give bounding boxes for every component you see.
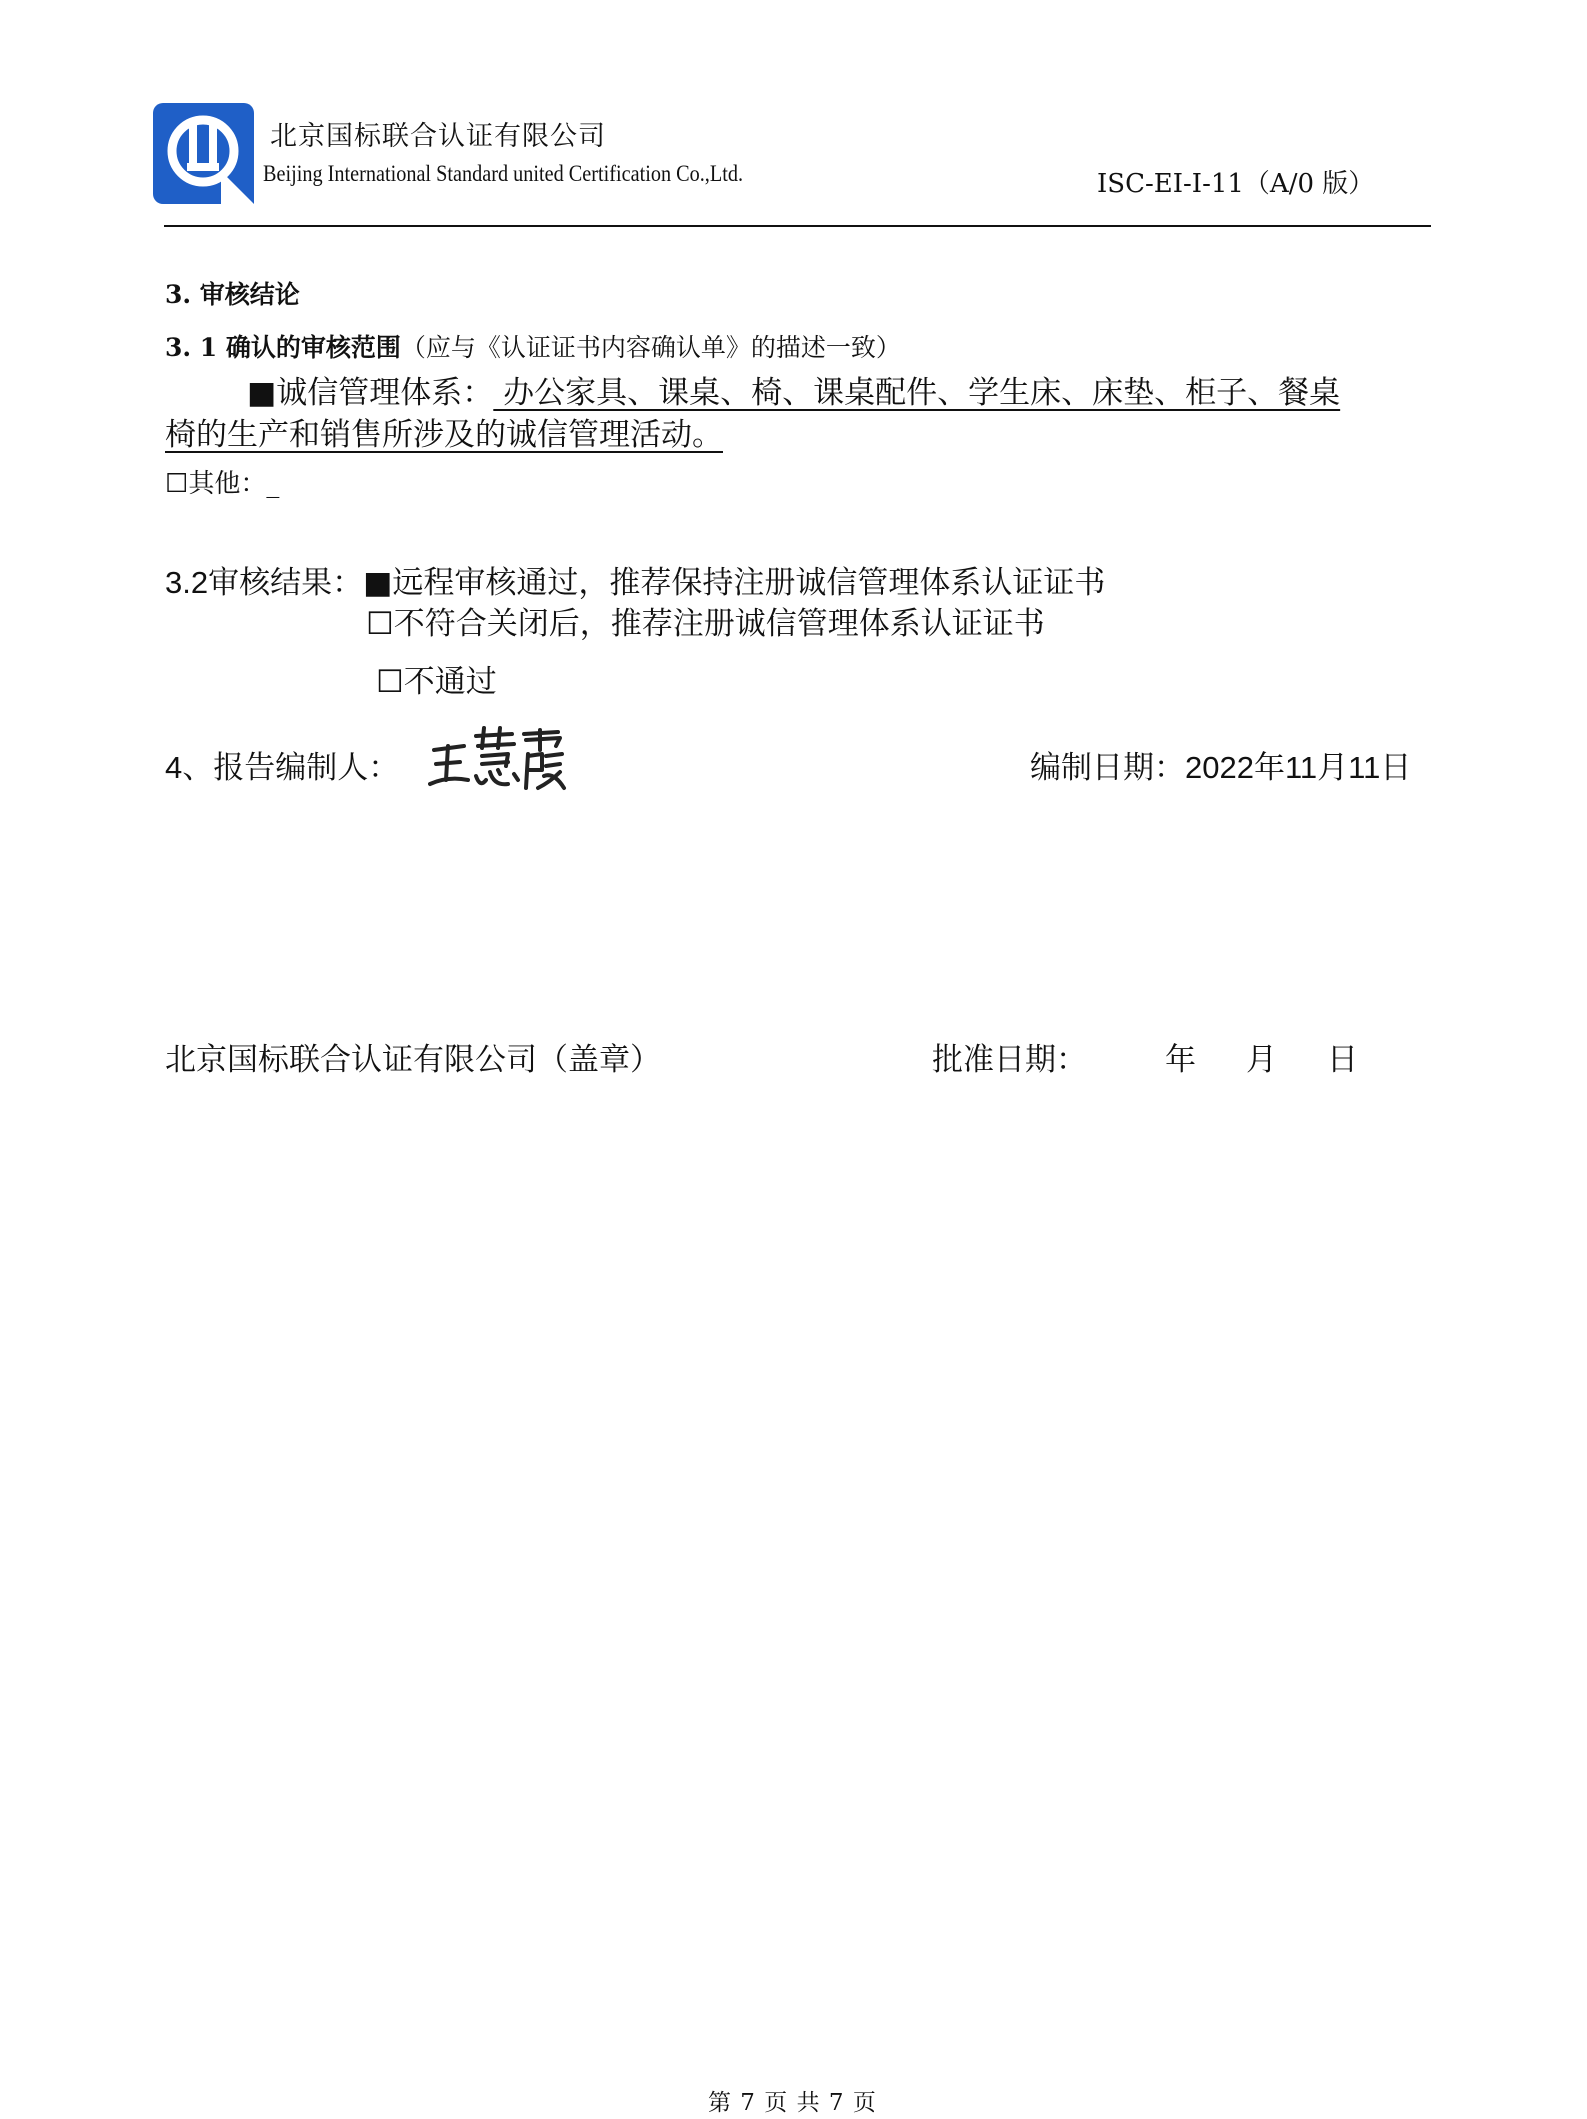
section-3-1-note: （应与《认证证书内容确认单》的描述一致） — [400, 333, 901, 362]
preparation-date — [1030, 742, 1411, 787]
section-4-number: 4 — [165, 750, 183, 785]
preparation-date-year: 2022 — [1185, 750, 1254, 785]
preparation-date-month-unit: 月 — [1317, 750, 1349, 786]
scope-line-2 — [165, 409, 723, 454]
handwritten-signature — [428, 726, 568, 792]
scope-line-1 — [247, 367, 1340, 412]
other-option — [165, 463, 279, 500]
scope-checkbox-checked: ■ — [247, 375, 277, 411]
section-3-1-heading — [165, 328, 901, 364]
result-option-1-checkbox-checked: ■ — [363, 565, 393, 601]
company-name-cn: 北京国标联合认证有限公司 — [270, 121, 606, 152]
scope-text-2: 椅的生产和销售所涉及的诚信管理活动。 — [165, 417, 723, 453]
company-logo — [151, 101, 256, 206]
preparation-date-day-unit: 日 — [1380, 750, 1412, 786]
audit-result-line-1 — [165, 557, 1105, 602]
report-preparer-line — [165, 742, 399, 787]
result-option-1: 远程审核通过，推荐保持注册诚信管理体系认证证书 — [392, 565, 1106, 601]
section-3-title: 3. 审核结论 — [165, 280, 300, 309]
company-name-en: Beijing International Standard united Certification Co.,Ltd. — [263, 161, 744, 186]
audit-result-line-3 — [376, 656, 497, 701]
header-divider — [164, 225, 1431, 227]
result-label: 审核结果： — [208, 565, 364, 601]
preparation-date-day: 11 — [1348, 750, 1381, 785]
approval-month: 月 — [1246, 1042, 1277, 1078]
result-option-2: 不符合关闭后，推荐注册诚信管理体系认证证书 — [393, 606, 1045, 642]
section-3-1-title: 3. 1 确认的审核范围 — [165, 333, 401, 362]
document-number: ISC-EI-I-11（A/0 版） — [1097, 169, 1375, 199]
other-checkbox: ☐ — [165, 469, 189, 499]
report-preparer-label: 、报告编制人： — [182, 750, 400, 786]
approval-year: 年 — [1165, 1042, 1196, 1078]
company-stamp-line: 北京国标联合认证有限公司（盖章） — [165, 1042, 661, 1078]
preparation-date-label: 编制日期： — [1030, 750, 1185, 786]
preparation-date-month: 11 — [1284, 750, 1318, 785]
result-section-number: 3.2 — [165, 565, 209, 600]
result-option-3: 不通过 — [403, 664, 497, 700]
result-option-3-checkbox: ☐ — [376, 664, 404, 700]
scope-label: 诚信管理体系： — [276, 375, 494, 411]
approval-date-label: 批准日期： — [932, 1042, 1087, 1078]
other-label: 其他：_ — [188, 469, 280, 499]
approval-day: 日 — [1327, 1042, 1358, 1078]
approval-date — [932, 1034, 1358, 1079]
scope-text-1: 办公家具、课桌、椅、课桌配件、学生床、床垫、柜子、餐桌 — [493, 375, 1341, 411]
audit-result-line-2 — [366, 598, 1045, 643]
page-number: 第 7 页 共 7 页 — [708, 2090, 877, 2116]
preparation-date-year-unit: 年 — [1253, 750, 1285, 786]
result-option-2-checkbox: ☐ — [366, 606, 394, 642]
